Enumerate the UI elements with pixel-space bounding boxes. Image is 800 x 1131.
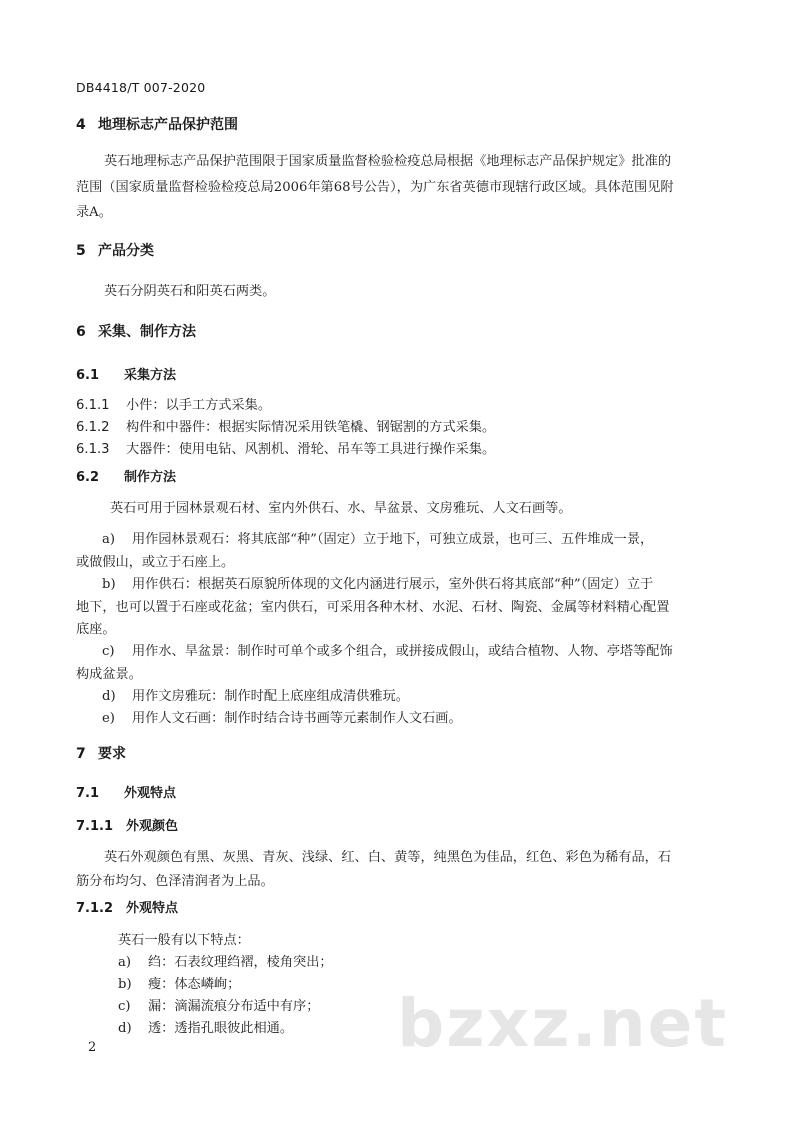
list-text: 透：透指孔眼彼此相通。 <box>148 1021 294 1036</box>
subsection-6-1-heading <box>76 364 176 383</box>
paragraph-line: 英石可用于园林景观石材、室内外供石、水、旱盆景、文房雅玩、人文石画等。 <box>110 501 572 516</box>
list-text: 瘦：体态嶙峋； <box>148 977 241 992</box>
paragraph-line: 英石外观颜色有黑、灰黑、青灰、浅绿、红、白、黄等，纯黑色为佳品，红色、彩色为稀有品，石 <box>104 850 672 865</box>
section-number: 5 <box>76 243 86 259</box>
list-text: 漏：滴漏流痕分布适中有序； <box>148 999 320 1014</box>
document-code: DB4418/T 007-2020 <box>76 80 206 95</box>
clause-item <box>76 394 271 413</box>
list-item <box>102 685 409 704</box>
watermark: bzxz.net <box>396 985 728 1062</box>
section-4-heading <box>76 114 238 134</box>
subsection-number: 6.1 <box>76 368 100 383</box>
paragraph-line: 地下，也可以置于石座或花盆；室内供石，可采用各种木材、水泥、石材、陶瓷、金属等材料精心配置 <box>76 600 670 615</box>
section-title: 采集、制作方法 <box>98 324 196 340</box>
subsection-title: 制作方法 <box>124 470 177 485</box>
section-number: 4 <box>76 117 86 133</box>
subsection-title: 采集方法 <box>124 368 177 383</box>
list-text: 用作文房雅玩：制作时配上底座组成清供雅玩。 <box>132 689 409 704</box>
list-marker: b) <box>102 577 116 592</box>
clause-number: 6.1.2 <box>76 420 110 435</box>
list-item <box>118 995 319 1014</box>
section-title: 要求 <box>98 746 126 762</box>
section-7-heading <box>76 743 126 763</box>
clause-item <box>76 416 495 435</box>
list-marker: a) <box>102 532 116 547</box>
list-marker: c) <box>102 644 115 659</box>
list-text: 绉：石表纹理绉褶，棱角突出； <box>148 955 333 970</box>
subsection-6-2-heading <box>76 466 176 485</box>
clause-7-1-2-heading <box>76 897 178 916</box>
list-item <box>102 573 653 592</box>
section-number: 6 <box>76 324 86 340</box>
subsection-title: 外观特点 <box>124 786 177 801</box>
paragraph-line: 录A。 <box>76 205 112 220</box>
list-item <box>102 528 653 547</box>
clause-number: 7.1.2 <box>76 901 114 916</box>
clause-text: 构件和中器件：根据实际情况采用铁笔橇、钢锯割的方式采集。 <box>126 420 496 435</box>
section-6-heading <box>76 321 196 341</box>
section-number: 7 <box>76 746 86 762</box>
list-marker: a) <box>118 955 132 970</box>
list-marker: e) <box>102 711 115 726</box>
clause-number: 7.1.1 <box>76 819 114 834</box>
subsection-number: 6.2 <box>76 470 100 485</box>
list-item <box>102 707 462 726</box>
list-item <box>118 1017 293 1036</box>
paragraph-line: 范围（国家质量监督检验检疫总局2006年第68号公告），为广东省英德市现辖行政区域。具体范围见附 <box>76 180 674 195</box>
subsection-7-1-heading <box>76 782 176 801</box>
paragraph-line: 英石一般有以下特点： <box>118 933 250 948</box>
clause-title: 外观颜色 <box>126 819 179 834</box>
list-item <box>118 973 240 992</box>
clause-title: 外观特点 <box>126 901 179 916</box>
list-item <box>102 640 673 659</box>
clause-text: 大器件：使用电钻、风割机、滑轮、吊车等工具进行操作采集。 <box>126 442 496 457</box>
paragraph-line: 底座。 <box>76 622 116 637</box>
list-marker: d) <box>102 689 116 704</box>
paragraph-line: 英石分阴英石和阳英石两类。 <box>104 284 276 299</box>
section-5-heading <box>76 240 154 260</box>
paragraph-line: 英石地理标志产品保护范围限于国家质量监督检验检疫总局根据《地理标志产品保护规定》批准的 <box>104 154 672 169</box>
list-text: 用作人文石画：制作时结合诗书画等元素制作人文石画。 <box>132 711 462 726</box>
list-text: 用作园林景观石：将其底部“种”（固定）立于地下，可独立成景，也可三、五件堆成一景， <box>132 532 654 547</box>
list-marker: c) <box>118 999 131 1014</box>
section-title: 产品分类 <box>98 243 154 259</box>
clause-item <box>76 438 495 457</box>
paragraph-line: 或做假山，或立于石座上。 <box>76 555 235 570</box>
paragraph-line: 筋分布均匀、色泽清润者为上品。 <box>76 874 274 889</box>
list-marker: d) <box>118 1021 132 1036</box>
clause-text: 小件：以手工方式采集。 <box>126 398 272 413</box>
paragraph-line: 构成盆景。 <box>76 667 142 682</box>
clause-7-1-1-heading <box>76 815 178 834</box>
clause-number: 6.1.1 <box>76 398 110 413</box>
list-marker: b) <box>118 977 132 992</box>
subsection-number: 7.1 <box>76 786 100 801</box>
page-number: 2 <box>88 1040 97 1055</box>
list-text: 用作供石：根据英石原貌所体现的文化内涵进行展示，室外供石将其底部“种”（固定）立于 <box>132 577 654 592</box>
list-text: 用作水、旱盆景：制作时可单个或多个组合，或拼接成假山，或结合植物、人物、亭塔等配饰 <box>132 644 673 659</box>
section-title: 地理标志产品保护范围 <box>98 117 238 133</box>
clause-number: 6.1.3 <box>76 442 110 457</box>
list-item <box>118 951 333 970</box>
